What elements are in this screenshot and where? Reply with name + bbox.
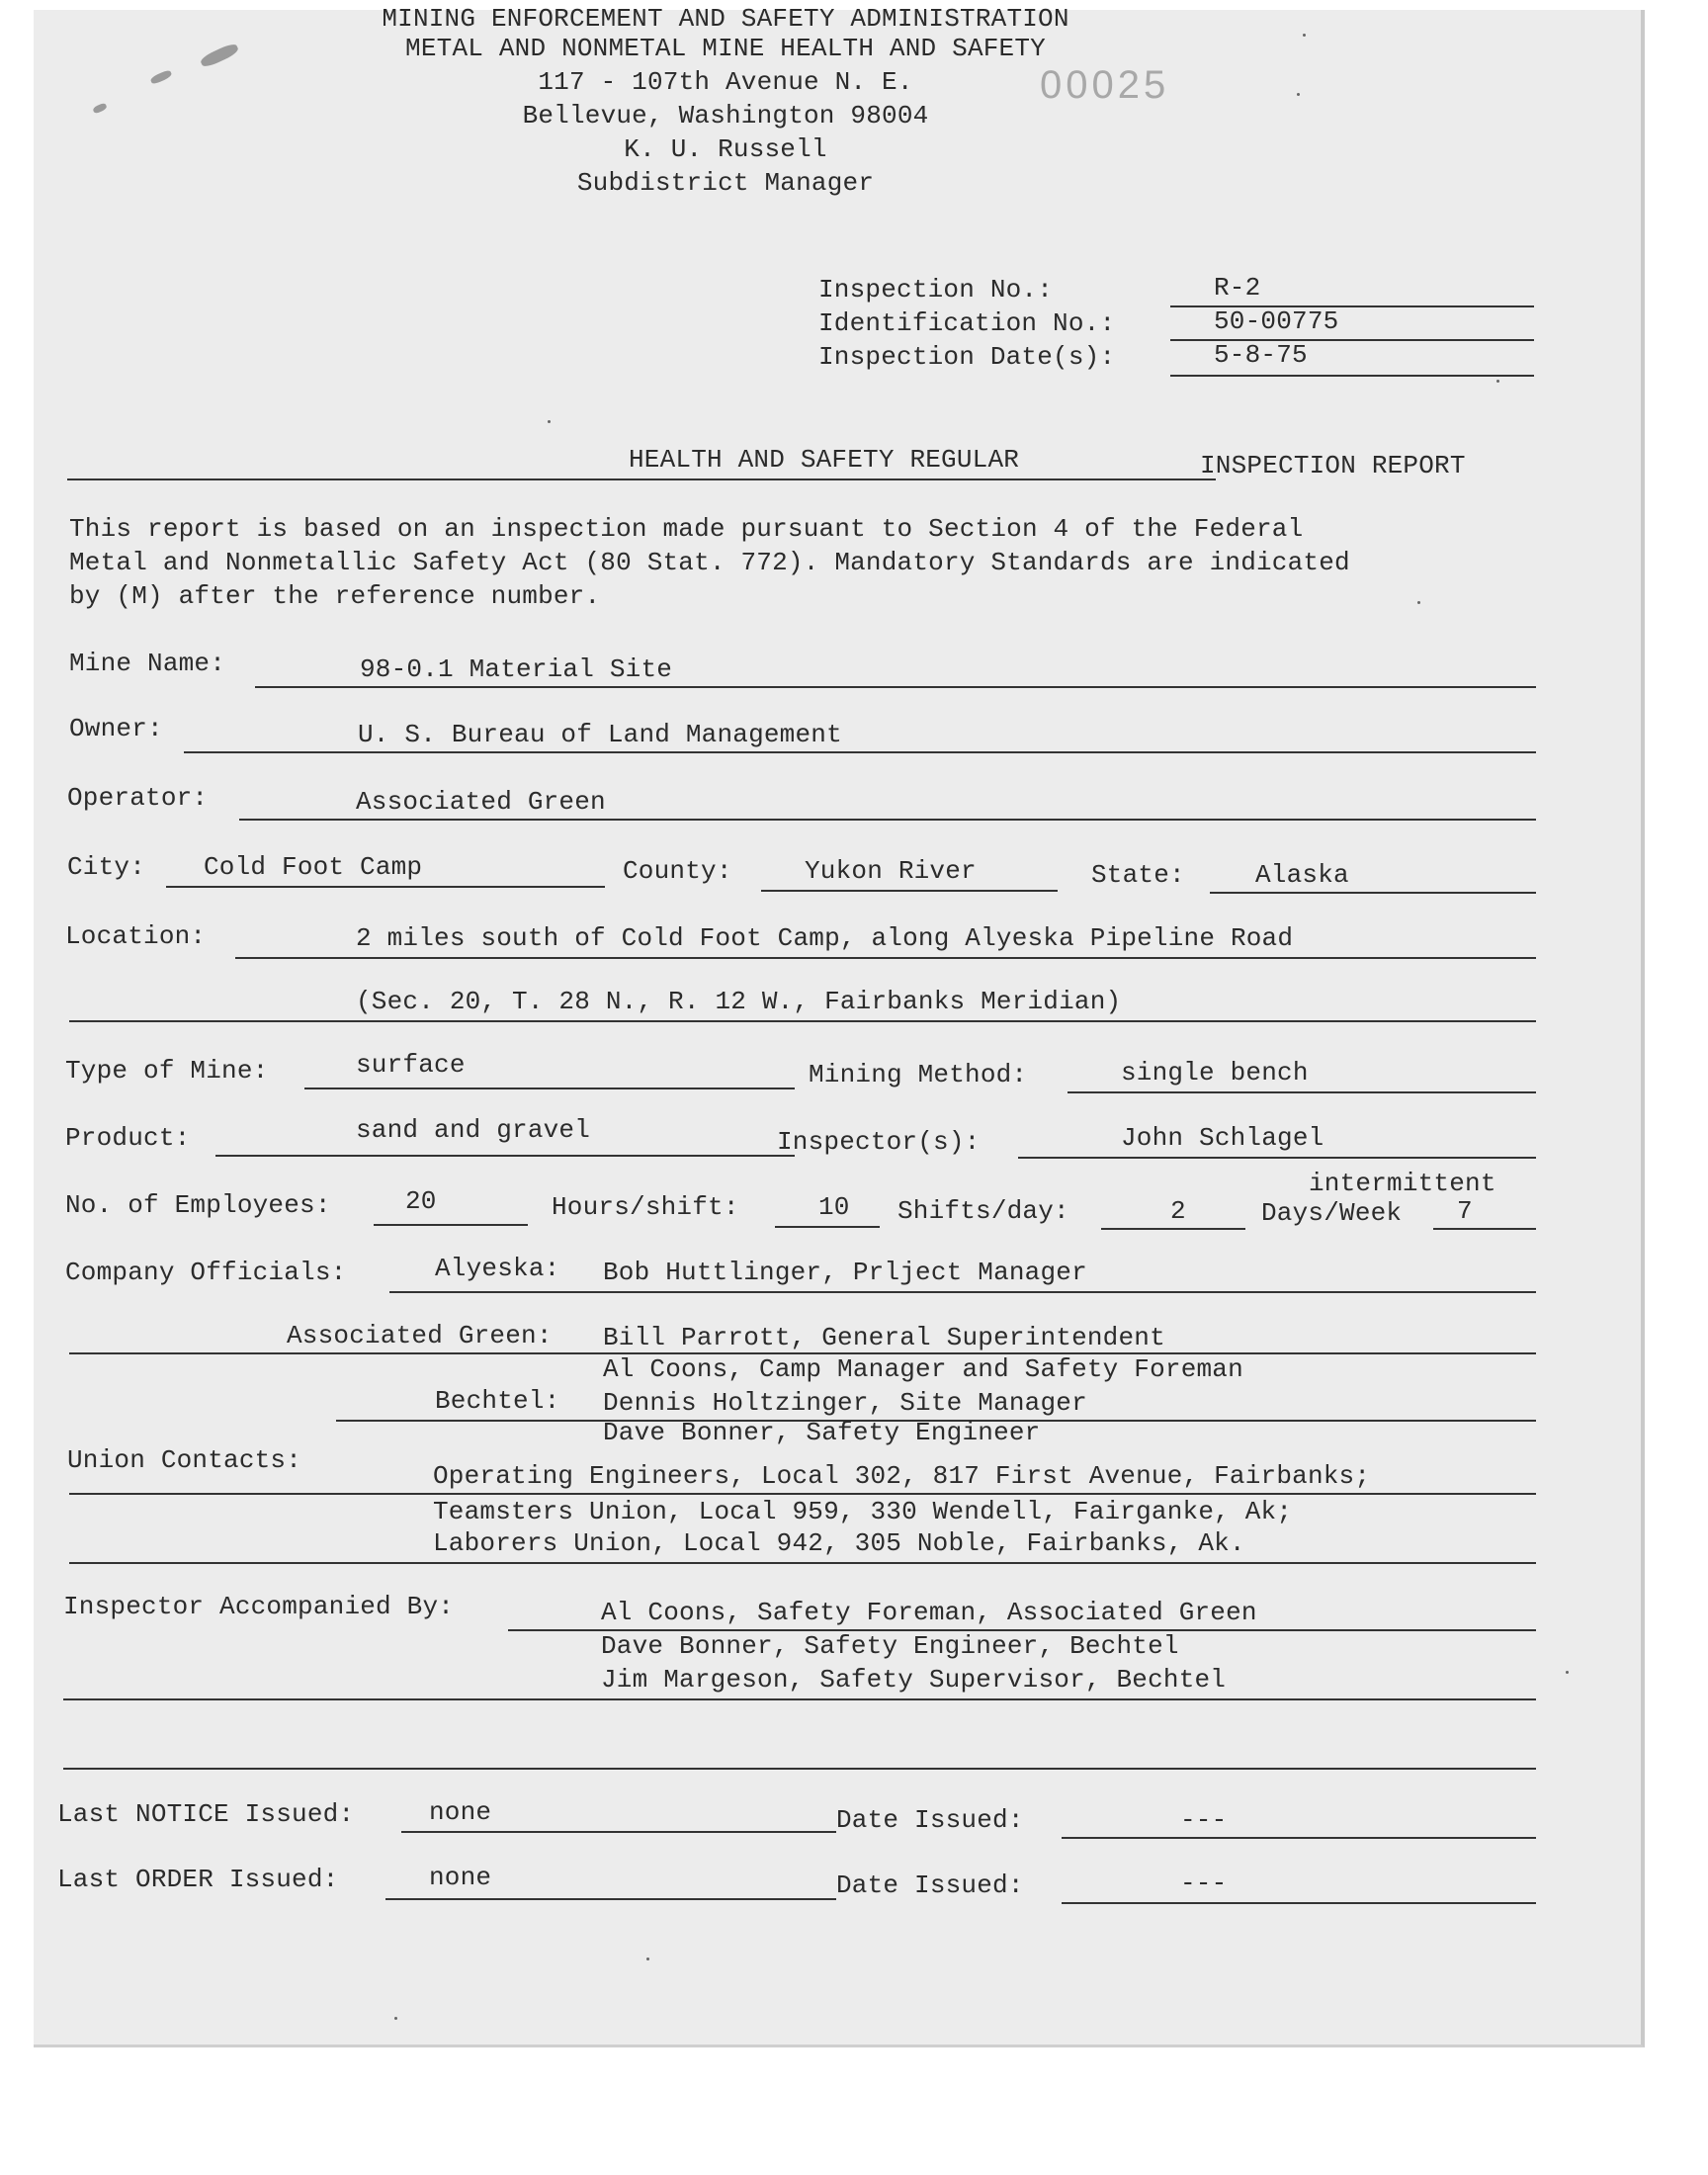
- type-of-mine-value: surface: [356, 1050, 466, 1080]
- address-street: 117 - 107th Avenue N. E.: [538, 67, 913, 97]
- last-order-value: none: [429, 1863, 492, 1892]
- bechtel-official-1: Dennis Holtzinger, Site Manager: [603, 1388, 1087, 1418]
- speck: [1417, 601, 1420, 604]
- mining-method-value: single bench: [1121, 1058, 1309, 1088]
- report-title-line: [67, 478, 1216, 480]
- inspection-no-value: R-2: [1214, 273, 1261, 303]
- union-contact-3: Laborers Union, Local 942, 305 Noble, Fairbanks, Ak.: [433, 1528, 1245, 1558]
- report-type: HEALTH AND SAFETY REGULAR: [629, 445, 1020, 475]
- union-contacts-line1: [69, 1493, 1536, 1495]
- product-line: [215, 1155, 795, 1157]
- page-stamp: 00025: [1040, 63, 1170, 107]
- owner-line: [184, 751, 1536, 753]
- speck: [646, 1958, 649, 1960]
- shifts-day-value: 2: [1170, 1196, 1186, 1226]
- inspection-no-label: Inspection No.:: [818, 275, 1054, 304]
- employees-line: [374, 1224, 528, 1226]
- report-title-suffix: INSPECTION REPORT: [1200, 451, 1466, 480]
- county-line: [761, 890, 1058, 892]
- company-officials-line: [389, 1291, 1536, 1293]
- employees-label: No. of Employees:: [65, 1190, 331, 1220]
- intro-text-line3: by (M) after the reference number.: [69, 581, 601, 611]
- inspection-date-label: Inspection Date(s):: [818, 342, 1116, 372]
- division-name: METAL AND NONMETAL MINE HEALTH AND SAFETY: [405, 34, 1046, 63]
- county-label: County:: [623, 856, 732, 886]
- product-value: sand and gravel: [356, 1115, 591, 1145]
- manager-title: Subdistrict Manager: [576, 168, 875, 198]
- city-value: Cold Foot Camp: [204, 852, 423, 882]
- inspector-line: [1018, 1157, 1536, 1159]
- county-value: Yukon River: [805, 856, 977, 886]
- location-value-line1: 2 miles south of Cold Foot Camp, along Alyeska Pipeline Road: [356, 923, 1294, 953]
- speck: [548, 420, 551, 423]
- blank-line: [63, 1768, 1536, 1770]
- agency-name: MINING ENFORCEMENT AND SAFETY ADMINISTRATION: [382, 4, 1069, 34]
- shifts-day-label: Shifts/day:: [897, 1196, 1069, 1226]
- state-line: [1210, 892, 1536, 894]
- operator-label: Operator:: [67, 783, 209, 813]
- speck: [1297, 93, 1300, 96]
- union-contact-1: Operating Engineers, Local 302, 817 First Avenue, Fairbanks;: [433, 1461, 1371, 1491]
- union-contacts-line2: [69, 1562, 1536, 1564]
- speck: [1566, 1671, 1569, 1674]
- union-contacts-label: Union Contacts:: [67, 1445, 302, 1475]
- accompanied-by-1: Al Coons, Safety Foreman, Associated Green: [601, 1598, 1257, 1627]
- hours-shift-label: Hours/shift:: [552, 1192, 739, 1222]
- intro-text-line1: This report is based on an inspection made pursuant to Section 4 of the Federal: [69, 514, 1304, 544]
- order-date-line: [1062, 1902, 1536, 1904]
- notice-date-label: Date Issued:: [836, 1805, 1024, 1835]
- accompanied-by-label: Inspector Accompanied By:: [63, 1592, 455, 1621]
- identification-no-label: Identification No.:: [818, 308, 1116, 338]
- speck: [1303, 34, 1306, 37]
- location-value-line2: (Sec. 20, T. 28 N., R. 12 W., Fairbanks Meridian): [356, 987, 1122, 1016]
- operator-line: [239, 819, 1536, 821]
- owner-value: U. S. Bureau of Land Management: [358, 720, 842, 749]
- accompanied-by-3: Jim Margeson, Safety Supervisor, Bechtel: [601, 1665, 1227, 1695]
- manager-name: K. U. Russell: [624, 134, 827, 164]
- shifts-day-line: [1101, 1228, 1245, 1230]
- ink-smudge: [92, 102, 108, 114]
- last-order-line: [385, 1898, 836, 1900]
- inspection-date-value: 5-8-75: [1214, 340, 1308, 370]
- days-week-label: Days/Week: [1261, 1198, 1403, 1228]
- mining-method-label: Mining Method:: [809, 1060, 1028, 1089]
- last-notice-label: Last NOTICE Issued:: [57, 1799, 355, 1829]
- days-week-value: 7: [1457, 1196, 1473, 1226]
- days-week-line: [1433, 1228, 1536, 1230]
- location-line2: [69, 1020, 1536, 1022]
- document-page: [34, 4, 1645, 2047]
- mine-name-label: Mine Name:: [69, 649, 226, 678]
- type-of-mine-label: Type of Mine:: [65, 1056, 269, 1086]
- city-line: [166, 886, 605, 888]
- associated-green-label: Associated Green:: [287, 1321, 553, 1350]
- hours-shift-line: [775, 1226, 880, 1228]
- identification-no-value: 50-00775: [1214, 306, 1339, 336]
- bechtel-label: Bechtel:: [435, 1386, 560, 1416]
- address-city: Bellevue, Washington 98004: [522, 101, 929, 130]
- type-of-mine-line: [304, 1088, 795, 1089]
- order-date-value: ---: [1180, 1869, 1228, 1898]
- speck: [394, 2017, 397, 2020]
- state-label: State:: [1091, 860, 1185, 890]
- inspector-label: Inspector(s):: [777, 1127, 981, 1157]
- company-officials-label: Company Officials:: [65, 1258, 347, 1287]
- notice-date-line: [1062, 1837, 1536, 1839]
- product-label: Product:: [65, 1123, 191, 1153]
- inspection-date-line: [1170, 375, 1534, 377]
- employees-value: 20: [405, 1186, 437, 1216]
- bechtel-official-2: Dave Bonner, Safety Engineer: [603, 1418, 1041, 1447]
- associated-green-official-1: Bill Parrott, General Superintendent: [603, 1323, 1165, 1352]
- associated-green-official-2: Al Coons, Camp Manager and Safety Foreman: [603, 1354, 1243, 1384]
- last-notice-value: none: [429, 1797, 492, 1827]
- speck: [1496, 380, 1499, 383]
- operator-value: Associated Green: [356, 787, 606, 817]
- accompanied-by-line2: [63, 1698, 1536, 1700]
- last-order-label: Last ORDER Issued:: [57, 1865, 339, 1894]
- ink-smudge: [149, 69, 172, 86]
- ink-smudge: [199, 42, 239, 69]
- order-date-label: Date Issued:: [836, 1870, 1024, 1900]
- hours-shift-value: 10: [818, 1192, 850, 1222]
- location-line1: [235, 957, 1536, 959]
- city-label: City:: [67, 852, 146, 882]
- intro-text-line2: Metal and Nonmetallic Safety Act (80 Stat. 772). Mandatory Standards are indicated: [69, 548, 1350, 577]
- mine-name-value: 98-0.1 Material Site: [360, 654, 673, 684]
- state-value: Alaska: [1255, 860, 1349, 890]
- days-week-note: intermittent: [1309, 1169, 1496, 1198]
- alyeska-label: Alyeska:: [435, 1254, 560, 1283]
- mine-name-line: [255, 686, 1536, 688]
- union-contact-2: Teamsters Union, Local 959, 330 Wendell, Fairganke, Ak;: [433, 1497, 1293, 1526]
- notice-date-value: ---: [1180, 1805, 1228, 1835]
- accompanied-by-2: Dave Bonner, Safety Engineer, Bechtel: [601, 1631, 1179, 1661]
- location-label: Location:: [65, 921, 207, 951]
- last-notice-line: [401, 1831, 836, 1833]
- alyeska-official: Bob Huttlinger, Prlject Manager: [603, 1258, 1087, 1287]
- mining-method-line: [1068, 1091, 1536, 1093]
- inspector-value: John Schlagel: [1121, 1123, 1324, 1153]
- owner-label: Owner:: [69, 714, 163, 743]
